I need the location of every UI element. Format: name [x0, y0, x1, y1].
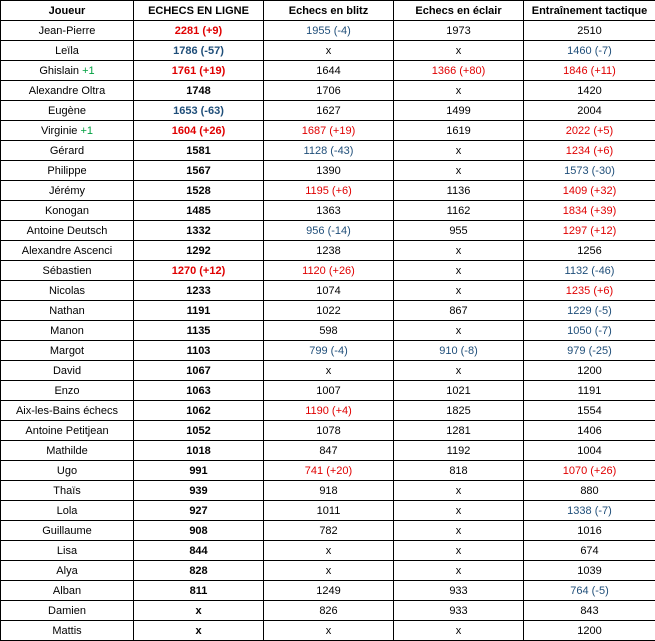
- table-row: [1, 81, 655, 101]
- online-rating-cell: 1332: [134, 221, 264, 241]
- blitz-rating-cell: 1706: [264, 81, 394, 101]
- tactique-rating-cell: 1573 (-30): [524, 161, 655, 181]
- table-row: [1, 361, 655, 381]
- player-cell: [1, 341, 134, 361]
- table-row: [1, 461, 655, 481]
- eclair-rating-cell: x: [394, 81, 524, 101]
- tactique-rating-cell: 2004: [524, 101, 655, 121]
- eclair-rating-cell: 955: [394, 221, 524, 241]
- tactique-rating-cell: 1409 (+32): [524, 181, 655, 201]
- header-blitz: Echecs en blitz: [264, 1, 394, 21]
- eclair-rating-cell: 1366 (+80): [394, 61, 524, 81]
- blitz-rating-cell: 741 (+20): [264, 461, 394, 481]
- blitz-rating-cell: 1022: [264, 301, 394, 321]
- player-cell: [1, 541, 134, 561]
- player-cell: [1, 321, 134, 341]
- blitz-rating-cell: 1687 (+19): [264, 121, 394, 141]
- online-rating-cell: 1018: [134, 441, 264, 461]
- player-cell: [1, 181, 134, 201]
- eclair-rating-cell: 1192: [394, 441, 524, 461]
- player-cell: [1, 621, 134, 641]
- tactique-rating-cell: 1191: [524, 381, 655, 401]
- eclair-rating-cell: x: [394, 361, 524, 381]
- table-row: [1, 221, 655, 241]
- table-row: [1, 261, 655, 281]
- player-name: Guillaume: [42, 524, 92, 537]
- tactique-rating-cell: 1132 (-46): [524, 261, 655, 281]
- player-name: Philippe: [47, 164, 87, 177]
- player-name: Mathilde: [46, 444, 88, 457]
- table-row: [1, 61, 655, 81]
- player-cell: [1, 141, 134, 161]
- table-row: [1, 21, 655, 41]
- blitz-rating-cell: 1128 (-43): [264, 141, 394, 161]
- player-name: Leïla: [55, 44, 79, 57]
- player-name: Gérard: [49, 144, 85, 157]
- player-name: Enzo: [54, 384, 80, 397]
- player-name: Alban: [52, 584, 82, 597]
- tactique-rating-cell: 1229 (-5): [524, 301, 655, 321]
- eclair-rating-cell: x: [394, 41, 524, 61]
- table-row: [1, 201, 655, 221]
- eclair-rating-cell: x: [394, 561, 524, 581]
- eclair-rating-cell: 910 (-8): [394, 341, 524, 361]
- player-cell: [1, 201, 134, 221]
- blitz-rating-cell: 1363: [264, 201, 394, 221]
- online-rating-cell: x: [134, 601, 264, 621]
- online-rating-cell: 1485: [134, 201, 264, 221]
- blitz-rating-cell: x: [264, 621, 394, 641]
- table-row: [1, 441, 655, 461]
- blitz-rating-cell: 1238: [264, 241, 394, 261]
- online-rating-cell: x: [134, 621, 264, 641]
- player-name: Jérémy: [48, 184, 86, 197]
- eclair-rating-cell: 933: [394, 601, 524, 621]
- online-rating-cell: 1052: [134, 421, 264, 441]
- player-name: Damien: [48, 604, 86, 617]
- online-rating-cell: 1761 (+19): [134, 61, 264, 81]
- eclair-rating-cell: 818: [394, 461, 524, 481]
- player-cell: [1, 221, 134, 241]
- online-rating-cell: 1063: [134, 381, 264, 401]
- eclair-rating-cell: x: [394, 261, 524, 281]
- blitz-rating-cell: 918: [264, 481, 394, 501]
- header-online: ECHECS EN LIGNE: [134, 1, 264, 21]
- online-rating-cell: 2281 (+9): [134, 21, 264, 41]
- eclair-rating-cell: 1021: [394, 381, 524, 401]
- eclair-rating-cell: x: [394, 541, 524, 561]
- table-row: [1, 601, 655, 621]
- table-row: [1, 381, 655, 401]
- blitz-rating-cell: 782: [264, 521, 394, 541]
- online-rating-cell: 811: [134, 581, 264, 601]
- player-cell: [1, 561, 134, 581]
- tactique-rating-cell: 1338 (-7): [524, 501, 655, 521]
- tactique-rating-cell: 1297 (+12): [524, 221, 655, 241]
- tactique-rating-cell: 1004: [524, 441, 655, 461]
- player-cell: [1, 161, 134, 181]
- player-name: Jean-Pierre: [38, 24, 96, 37]
- table-row: [1, 321, 655, 341]
- tactique-rating-cell: 1016: [524, 521, 655, 541]
- eclair-rating-cell: 933: [394, 581, 524, 601]
- eclair-rating-cell: x: [394, 321, 524, 341]
- header-player: Joueur: [1, 1, 134, 21]
- player-cell: [1, 461, 134, 481]
- player-name: Mattis: [52, 624, 82, 637]
- eclair-rating-cell: 1162: [394, 201, 524, 221]
- table-row: [1, 101, 655, 121]
- header-tactique: Entraînement tactique: [524, 1, 655, 21]
- tactique-rating-cell: 1406: [524, 421, 655, 441]
- player-cell: [1, 261, 134, 281]
- table-row: [1, 121, 655, 141]
- blitz-rating-cell: 598: [264, 321, 394, 341]
- player-cell: [1, 501, 134, 521]
- eclair-rating-cell: x: [394, 281, 524, 301]
- tactique-rating-cell: 1200: [524, 361, 655, 381]
- blitz-rating-cell: 1074: [264, 281, 394, 301]
- tactique-rating-cell: 979 (-25): [524, 341, 655, 361]
- online-rating-cell: 1191: [134, 301, 264, 321]
- tactique-rating-cell: 1070 (+26): [524, 461, 655, 481]
- player-name: Nathan: [49, 304, 85, 317]
- online-rating-cell: 1786 (-57): [134, 41, 264, 61]
- online-rating-cell: 1067: [134, 361, 264, 381]
- player-cell: [1, 441, 134, 461]
- player-cell: [1, 601, 134, 621]
- blitz-rating-cell: 956 (-14): [264, 221, 394, 241]
- player-cell: [1, 581, 134, 601]
- blitz-rating-cell: 799 (-4): [264, 341, 394, 361]
- player-cell: [1, 381, 134, 401]
- table-row: [1, 621, 655, 641]
- table-row: [1, 161, 655, 181]
- eclair-rating-cell: 1499: [394, 101, 524, 121]
- player-cell: [1, 61, 134, 81]
- player-name: Sébastien: [42, 264, 92, 277]
- player-cell: [1, 401, 134, 421]
- table-row: [1, 401, 655, 421]
- blitz-rating-cell: 1190 (+4): [264, 401, 394, 421]
- tactique-rating-cell: 1460 (-7): [524, 41, 655, 61]
- player-cell: [1, 301, 134, 321]
- player-name: Eugène: [48, 104, 86, 117]
- table-row: [1, 521, 655, 541]
- online-rating-cell: 844: [134, 541, 264, 561]
- eclair-rating-cell: 1281: [394, 421, 524, 441]
- player-cell: [1, 421, 134, 441]
- online-rating-cell: 1653 (-63): [134, 101, 264, 121]
- player-name: Konogan: [44, 204, 90, 217]
- blitz-rating-cell: 1644: [264, 61, 394, 81]
- blitz-rating-cell: 1955 (-4): [264, 21, 394, 41]
- blitz-rating-cell: x: [264, 361, 394, 381]
- blitz-rating-cell: 1195 (+6): [264, 181, 394, 201]
- tactique-rating-cell: 2510: [524, 21, 655, 41]
- table-row: [1, 281, 655, 301]
- blitz-rating-cell: 1007: [264, 381, 394, 401]
- header-eclair: Echecs en éclair: [394, 1, 524, 21]
- blitz-rating-cell: 826: [264, 601, 394, 621]
- eclair-rating-cell: x: [394, 481, 524, 501]
- online-rating-cell: 939: [134, 481, 264, 501]
- player-name: Margot: [49, 344, 85, 357]
- blitz-rating-cell: 1627: [264, 101, 394, 121]
- tactique-rating-cell: 1420: [524, 81, 655, 101]
- online-rating-cell: 1748: [134, 81, 264, 101]
- player-cell: [1, 101, 134, 121]
- online-rating-cell: 1103: [134, 341, 264, 361]
- player-name: Alya: [56, 564, 78, 577]
- tactique-rating-cell: 764 (-5): [524, 581, 655, 601]
- online-rating-cell: 828: [134, 561, 264, 581]
- player-cell: [1, 81, 134, 101]
- tactique-rating-cell: 1200: [524, 621, 655, 641]
- player-cell: [1, 281, 134, 301]
- blitz-rating-cell: 1078: [264, 421, 394, 441]
- online-rating-cell: 991: [134, 461, 264, 481]
- player-name: David: [52, 364, 82, 377]
- blitz-rating-cell: 1120 (+26): [264, 261, 394, 281]
- player-name: Lisa: [56, 544, 78, 557]
- blitz-rating-cell: 1249: [264, 581, 394, 601]
- player-name: Alexandre Oltra: [28, 84, 106, 97]
- online-rating-cell: 1604 (+26): [134, 121, 264, 141]
- table-row: [1, 301, 655, 321]
- player-bonus: +1: [80, 124, 94, 137]
- table-row: [1, 581, 655, 601]
- table-row: [1, 421, 655, 441]
- table-row: [1, 561, 655, 581]
- table-row: [1, 541, 655, 561]
- header-row: [1, 1, 655, 21]
- player-cell: [1, 121, 134, 141]
- player-name: Alexandre Ascenci: [21, 244, 113, 257]
- player-name: Manon: [50, 324, 84, 337]
- online-rating-cell: 1292: [134, 241, 264, 261]
- tactique-rating-cell: 1256: [524, 241, 655, 261]
- online-rating-cell: 1233: [134, 281, 264, 301]
- player-name: Aix-les-Bains échecs: [15, 404, 119, 417]
- online-rating-cell: 1135: [134, 321, 264, 341]
- table-row: [1, 41, 655, 61]
- eclair-rating-cell: x: [394, 241, 524, 261]
- blitz-rating-cell: x: [264, 541, 394, 561]
- tactique-rating-cell: 1050 (-7): [524, 321, 655, 341]
- online-rating-cell: 1567: [134, 161, 264, 181]
- player-cell: [1, 521, 134, 541]
- eclair-rating-cell: x: [394, 141, 524, 161]
- player-name: Thaïs: [53, 484, 81, 497]
- player-cell: [1, 361, 134, 381]
- tactique-rating-cell: 880: [524, 481, 655, 501]
- tactique-rating-cell: 2022 (+5): [524, 121, 655, 141]
- online-rating-cell: 1062: [134, 401, 264, 421]
- online-rating-cell: 1581: [134, 141, 264, 161]
- player-name: Lola: [56, 504, 78, 517]
- eclair-rating-cell: x: [394, 521, 524, 541]
- eclair-rating-cell: x: [394, 621, 524, 641]
- tactique-rating-cell: 1846 (+11): [524, 61, 655, 81]
- online-rating-cell: 1270 (+12): [134, 261, 264, 281]
- table-row: [1, 481, 655, 501]
- eclair-rating-cell: x: [394, 501, 524, 521]
- blitz-rating-cell: 847: [264, 441, 394, 461]
- tactique-rating-cell: 1234 (+6): [524, 141, 655, 161]
- table-row: [1, 181, 655, 201]
- table-row: [1, 341, 655, 361]
- tactique-rating-cell: 1039: [524, 561, 655, 581]
- table-row: [1, 501, 655, 521]
- eclair-rating-cell: x: [394, 161, 524, 181]
- eclair-rating-cell: 867: [394, 301, 524, 321]
- player-name: Antoine Deutsch: [26, 224, 108, 237]
- tactique-rating-cell: 843: [524, 601, 655, 621]
- player-name: Antoine Petitjean: [25, 424, 109, 437]
- player-cell: [1, 41, 134, 61]
- online-rating-cell: 1528: [134, 181, 264, 201]
- online-rating-cell: 908: [134, 521, 264, 541]
- eclair-rating-cell: 1136: [394, 181, 524, 201]
- tactique-rating-cell: 1235 (+6): [524, 281, 655, 301]
- blitz-rating-cell: 1390: [264, 161, 394, 181]
- player-cell: [1, 241, 134, 261]
- online-rating-cell: 927: [134, 501, 264, 521]
- player-name: Ugo: [56, 464, 78, 477]
- player-cell: [1, 21, 134, 41]
- player-name: Ghislain: [39, 64, 80, 77]
- tactique-rating-cell: 674: [524, 541, 655, 561]
- table-row: [1, 241, 655, 261]
- eclair-rating-cell: 1619: [394, 121, 524, 141]
- table-row: [1, 141, 655, 161]
- table-header: [1, 1, 655, 21]
- eclair-rating-cell: 1973: [394, 21, 524, 41]
- player-name: Nicolas: [48, 284, 86, 297]
- table-body: [1, 21, 655, 641]
- player-bonus: +1: [82, 64, 95, 77]
- eclair-rating-cell: 1825: [394, 401, 524, 421]
- tactique-rating-cell: 1834 (+39): [524, 201, 655, 221]
- tactique-rating-cell: 1554: [524, 401, 655, 421]
- blitz-rating-cell: x: [264, 41, 394, 61]
- blitz-rating-cell: 1011: [264, 501, 394, 521]
- player-name: Virginie: [40, 124, 78, 137]
- blitz-rating-cell: x: [264, 561, 394, 581]
- player-cell: [1, 481, 134, 501]
